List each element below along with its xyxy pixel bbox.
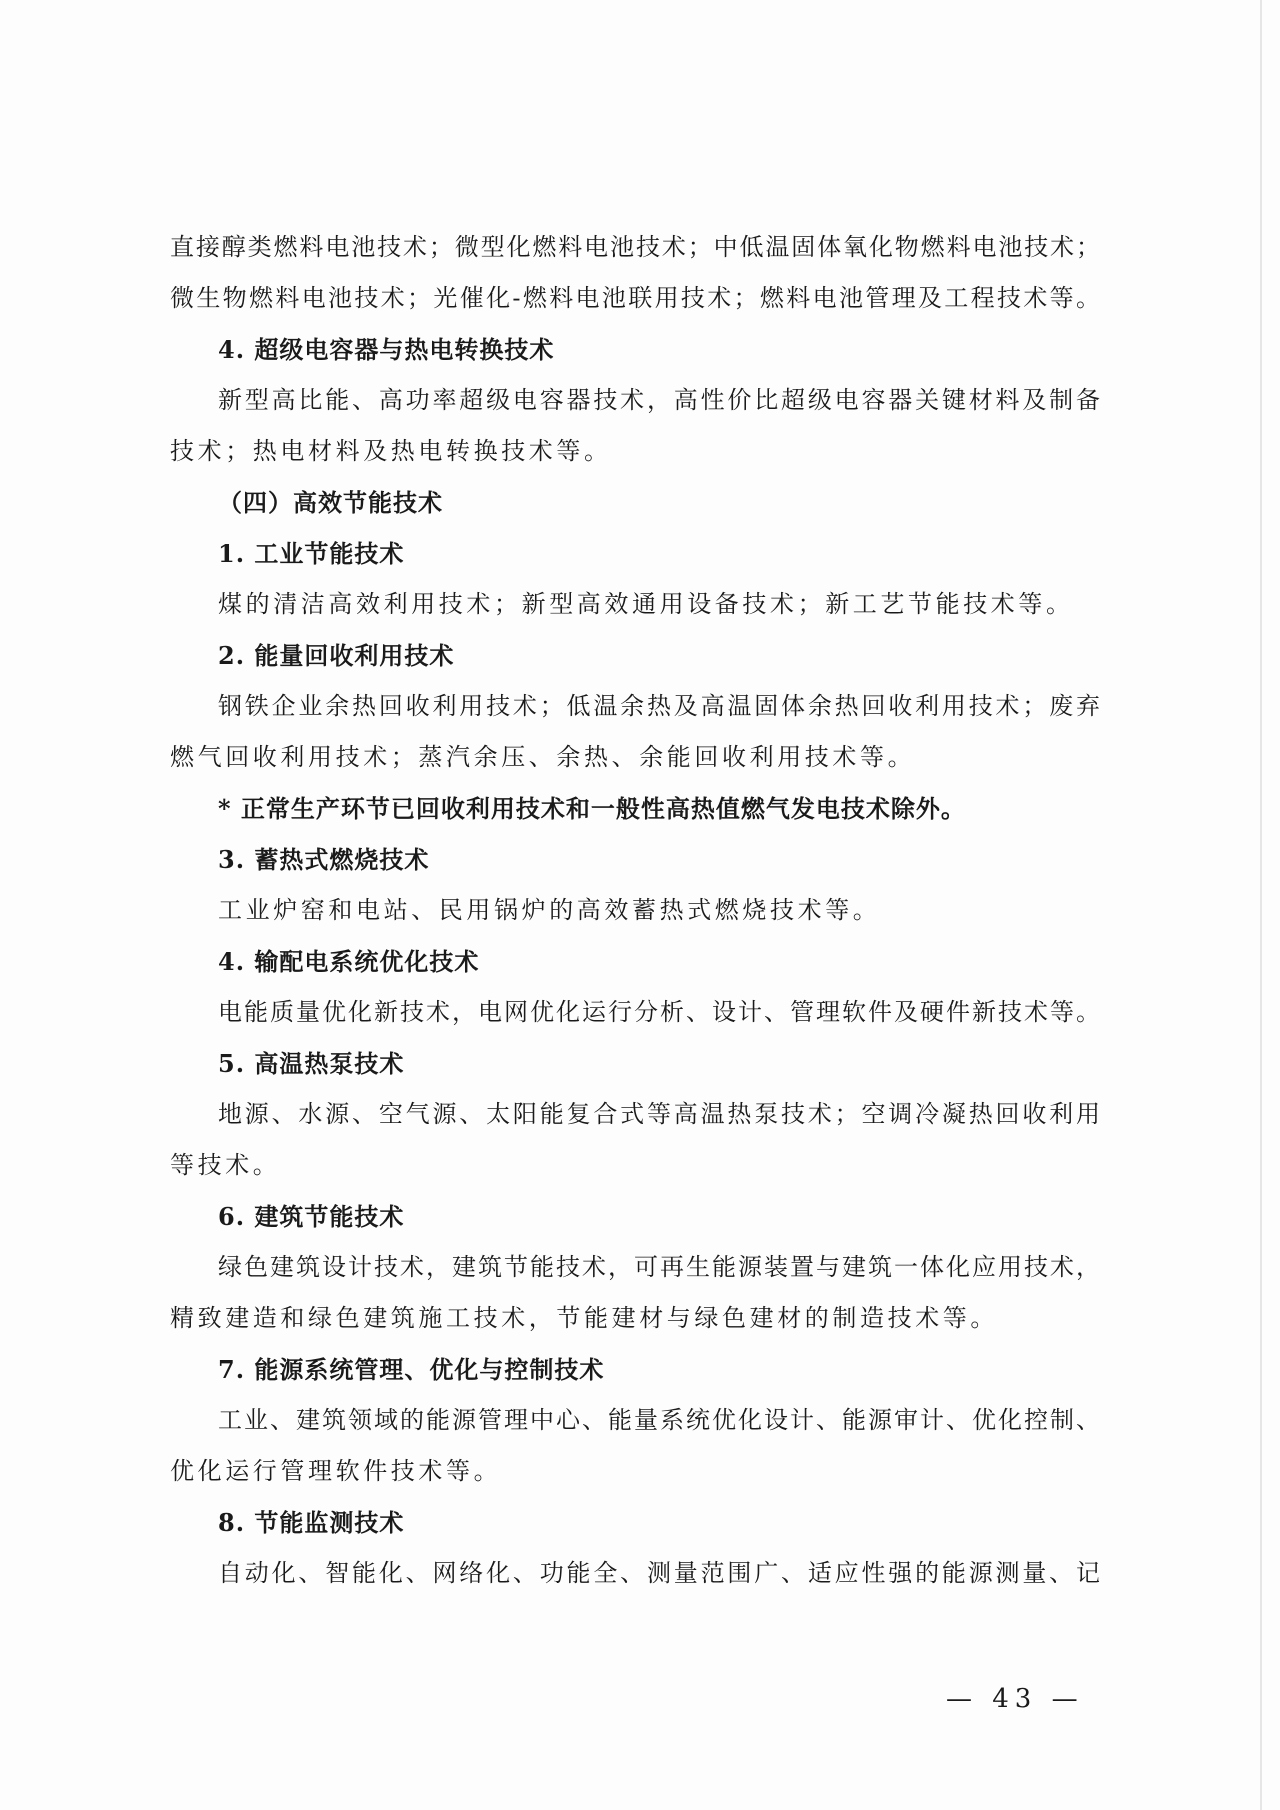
- body-line: 精致建造和绿色建筑施工技术，节能建材与绿色建材的制造技术等。: [170, 1304, 998, 1332]
- section-heading: 6. 建筑节能技术: [218, 1202, 405, 1231]
- section-heading: 8. 节能监测技术: [218, 1508, 405, 1537]
- body-line: 直接醇类燃料电池技术；微型化燃料电池技术；中低温固体氧化物燃料电池技术；: [170, 233, 1100, 261]
- body-line: 煤的清洁高效利用技术；新型高效通用设备技术；新工艺节能技术等。: [218, 590, 1074, 618]
- note-line: * 正常生产环节已回收利用技术和一般性高热值燃气发电技术除外。: [218, 794, 966, 823]
- page-number: — 43 —: [946, 1684, 1084, 1714]
- body-line: 工业、建筑领域的能源管理中心、能量系统优化设计、能源审计、优化控制、: [218, 1406, 1100, 1434]
- body-line: 电能质量优化新技术，电网优化运行分析、设计、管理软件及硬件新技术等。: [218, 998, 1100, 1026]
- section-heading: 4. 超级电容器与热电转换技术: [218, 335, 555, 364]
- body-line: 地源、水源、空气源、太阳能复合式等高温热泵技术；空调冷凝热回收利用: [218, 1100, 1100, 1128]
- body-line: 钢铁企业余热回收利用技术；低温余热及高温固体余热回收利用技术；废弃: [218, 692, 1100, 720]
- section-heading: 3. 蓄热式燃烧技术: [218, 845, 430, 874]
- body-line: 自动化、智能化、网络化、功能全、测量范围广、适应性强的能源测量、记: [218, 1559, 1100, 1587]
- body-line: 技术；热电材料及热电转换技术等。: [170, 437, 612, 465]
- body-line: 新型高比能、高功率超级电容器技术，高性价比超级电容器关键材料及制备: [218, 386, 1100, 414]
- body-line: 工业炉窑和电站、民用锅炉的高效蓄热式燃烧技术等。: [218, 896, 881, 924]
- body-line: 等技术。: [170, 1151, 281, 1179]
- body-line: 优化运行管理软件技术等。: [170, 1457, 502, 1485]
- document-body: [170, 222, 1100, 1599]
- body-line: 燃气回收利用技术；蒸汽余压、余热、余能回收利用技术等。: [170, 743, 916, 771]
- section-heading: 1. 工业节能技术: [218, 539, 405, 568]
- section-heading: 2. 能量回收利用技术: [218, 641, 455, 670]
- scan-edge: [1260, 0, 1262, 1810]
- body-line: 绿色建筑设计技术，建筑节能技术，可再生能源装置与建筑一体化应用技术，: [218, 1253, 1100, 1281]
- body-line: 微生物燃料电池技术；光催化-燃料电池联用技术；燃料电池管理及工程技术等。: [170, 284, 1100, 312]
- section-heading: 5. 高温热泵技术: [218, 1049, 405, 1078]
- section-heading: 4. 输配电系统优化技术: [218, 947, 480, 976]
- section-heading: 7. 能源系统管理、优化与控制技术: [218, 1355, 605, 1384]
- chapter-heading: （四）高效节能技术: [218, 488, 443, 517]
